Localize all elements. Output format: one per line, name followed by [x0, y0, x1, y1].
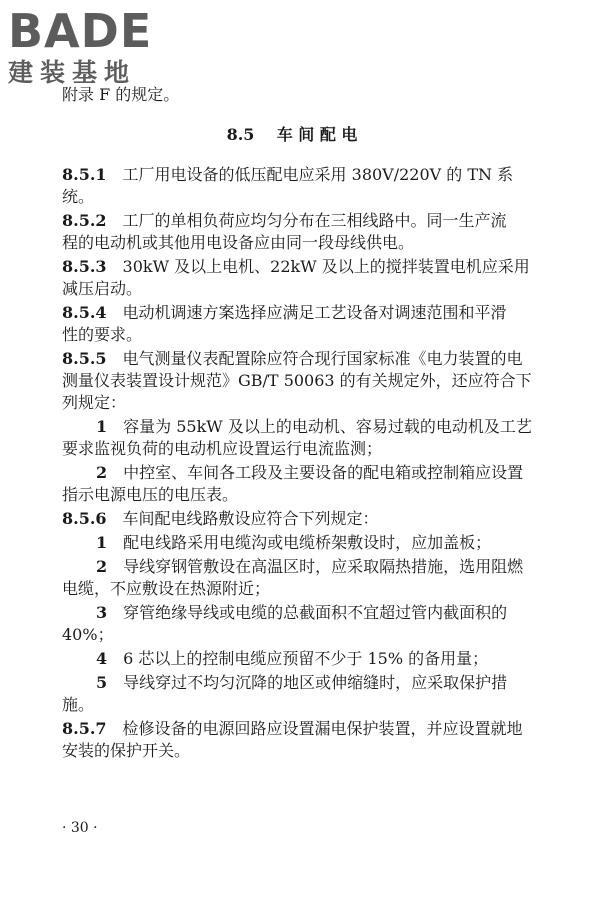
sub-item-line	[62, 602, 522, 624]
clause-number: 8.5.4	[62, 303, 107, 322]
clause-line	[62, 718, 522, 740]
clause-text: 40%；	[62, 625, 114, 644]
clause-text: 配电线路采用电缆沟或电缆桥架敷设时，应加盖板；	[123, 533, 492, 552]
clause-text: 检修设备的电源回路应设置漏电保护装置，并应设置就地	[122, 719, 523, 738]
section-title: 车 间 配 电	[276, 125, 358, 144]
clause-text: 电气测量仪表配置除应符合现行国家标准《电力装置的电	[122, 349, 523, 368]
sub-item-line	[62, 556, 522, 578]
logo-wordmark: BADE	[8, 4, 153, 58]
clause-text: 6 芯以上的控制电缆应预留不少于 15% 的备用量；	[123, 649, 489, 668]
clause-text: 工厂用电设备的低压配电应采用 380V/220V 的 TN 系	[122, 165, 514, 184]
clause-text: 30kW 及以上电机、22kW 及以上的搅拌装置电机应采用	[122, 257, 530, 276]
clause-number: 8.5.1	[62, 165, 107, 184]
sub-item-number: 3	[96, 603, 108, 622]
clause-text: 测量仪表装置设计规范》GB/T 50063 的有关规定外，还应符合下	[62, 371, 532, 390]
logo-chinese-text: 建装基地	[8, 58, 137, 87]
clause-text: 程的电动机或其他用电设备应由同一段母线供电。	[62, 233, 415, 252]
clause-line	[62, 232, 522, 254]
clause-text: 导线穿钢管敷设在高温区时，应采取隔热措施，选用阻燃	[123, 557, 524, 576]
sub-item-line	[62, 416, 532, 438]
clause-line	[62, 348, 522, 370]
sub-item-number: 5	[96, 673, 108, 692]
clause-number: 8.5.6	[62, 509, 107, 528]
clause-line	[62, 164, 522, 186]
section-heading	[62, 124, 522, 146]
sub-item-line	[62, 624, 522, 646]
sub-item-line	[62, 648, 522, 670]
document-body	[62, 84, 532, 764]
clause-text: 施。	[62, 695, 95, 714]
previous-page-fragment: 附录 F 的规定。	[62, 85, 180, 104]
clause-text: 工厂的单相负荷应均匀分布在三相线路中。同一生产流	[122, 211, 507, 230]
clause-text: 中控室、车间各工段及主要设备的配电箱或控制箱应设置	[123, 463, 524, 482]
clause-line	[62, 186, 522, 208]
section-number: 8.5	[226, 125, 255, 144]
sub-item-number: 1	[96, 533, 108, 552]
clause-number: 8.5.2	[62, 211, 107, 230]
clause-text: 指示电源电压的电压表。	[62, 485, 239, 504]
clause-number: 8.5.3	[62, 257, 107, 276]
clause-text: 安装的保护开关。	[62, 741, 191, 760]
clause-line	[62, 370, 532, 392]
clause-line	[62, 302, 522, 324]
clause-line	[62, 256, 530, 278]
clause-text: 车间配电线路敷设应符合下列规定：	[122, 509, 379, 528]
clause-line	[62, 508, 522, 530]
sub-item-line	[62, 672, 522, 694]
clause-text: 统。	[62, 187, 95, 206]
clause-text: 要求监视负荷的电动机应设置运行电流监测；	[62, 439, 383, 458]
clause-text: 性的要求。	[62, 325, 143, 344]
sub-item-line	[62, 462, 522, 484]
clause-text: 导线穿过不均匀沉降的地区或伸缩缝时，应采取保护措	[123, 673, 508, 692]
clause-text: 减压启动。	[62, 279, 143, 298]
clause-text: 容量为 55kW 及以上的电动机、容易过载的电动机及工艺	[123, 417, 532, 436]
sub-item-number: 1	[96, 417, 108, 436]
clause-number: 8.5.7	[62, 719, 107, 738]
sub-item-line	[62, 438, 522, 460]
sub-item-number: 2	[96, 463, 108, 482]
clause-line	[62, 210, 522, 232]
clause-text: 列规定：	[62, 393, 127, 412]
clause-text: 电动机调速方案选择应满足工艺设备对调速范围和平滑	[122, 303, 507, 322]
clause-text: 电缆，不应敷设在热源附近；	[62, 579, 271, 598]
page-number: · 30 ·	[62, 820, 98, 836]
clause-line	[62, 740, 522, 762]
sub-item-line	[62, 532, 522, 554]
clause-line	[62, 324, 522, 346]
clause-list	[62, 164, 532, 764]
sub-item-line	[62, 578, 522, 600]
sub-item-line	[62, 484, 522, 506]
sub-item-line	[62, 694, 522, 716]
sub-item-number: 2	[96, 557, 108, 576]
clause-text: 穿管绝缘导线或电缆的总截面积不宜超过管内截面积的	[123, 603, 508, 622]
clause-line	[62, 392, 522, 414]
watermark-logo	[8, 6, 180, 88]
clause-number: 8.5.5	[62, 349, 107, 368]
clause-line	[62, 278, 522, 300]
sub-item-number: 4	[96, 649, 108, 668]
